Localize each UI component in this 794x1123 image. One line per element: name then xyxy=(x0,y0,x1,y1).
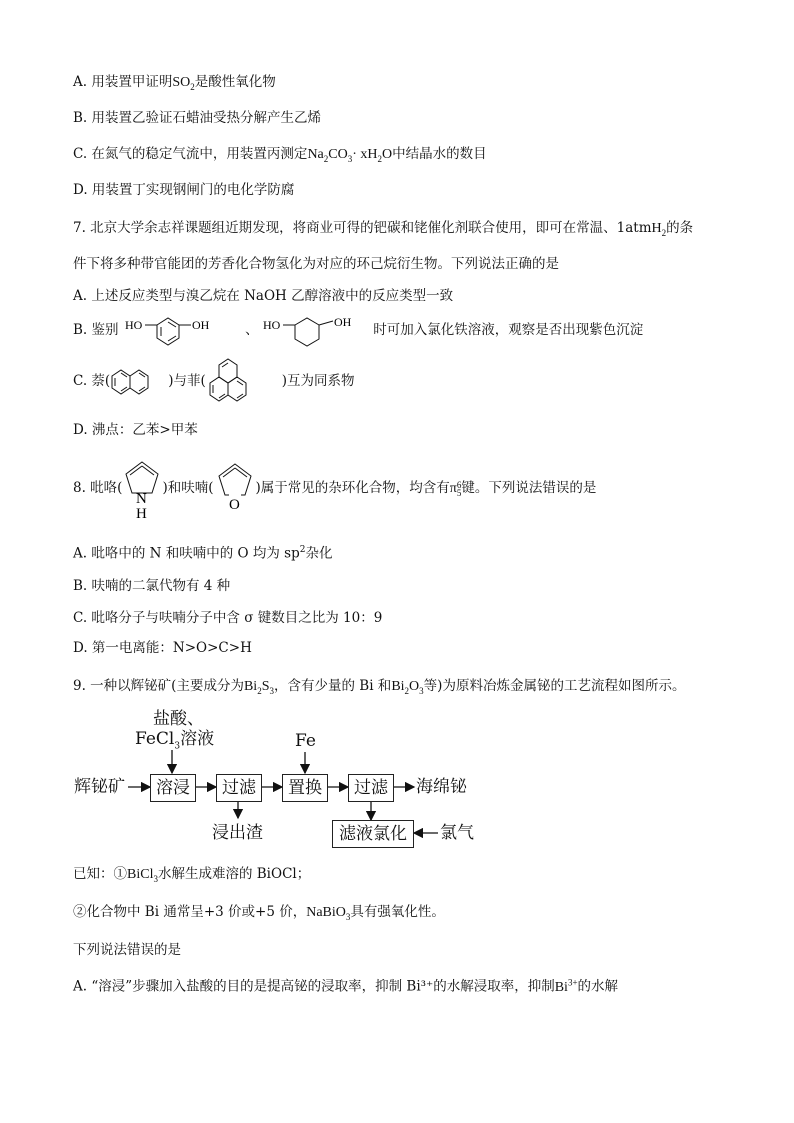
flow-reagent-hcl: 盐酸、 xyxy=(153,709,204,729)
cyclohexanediol-oh-label: OH xyxy=(333,314,352,329)
hydroquinone-oh-label: OH xyxy=(191,317,210,332)
flow-reagent-fecl3: FeCl$_3$溶液 xyxy=(135,729,215,752)
q8-option-d: D. 第一电离能：N>O>C>H xyxy=(73,640,252,656)
hydroquinone-ho-label: HO xyxy=(124,317,143,332)
flow-residue: 浸出渣 xyxy=(212,823,263,843)
furan-o-label: O xyxy=(228,496,240,513)
q8-option-a: A. 吡咯中的 N 和呋喃中的 O 均为 $sp^2$杂化 xyxy=(73,545,333,562)
q8-option-c: C. 吡咯分子与呋喃分子中含 σ 键数目之比为 10：9 xyxy=(73,610,383,626)
q6-option-d: D. 用装置丁实现钢闸门的电化学防腐 xyxy=(73,182,295,198)
pyrrole-h-label: H xyxy=(136,505,148,520)
flow-start-ore: 辉铋矿 xyxy=(74,777,125,797)
flow-gas-chlorine: 氯气 xyxy=(440,823,474,843)
cyclohexanediol-ho-label: HO xyxy=(262,317,281,332)
q9-ask: 下列说法错误的是 xyxy=(73,942,181,958)
flow-box-replacement: 置换 xyxy=(282,774,328,802)
flow-reagent-fe: Fe xyxy=(295,731,316,751)
q9-known-1: 已知：①BiCl$_3$水解生成难溶的 BiOCl； xyxy=(73,866,311,884)
q7-stem-line1: 7. 北京大学余志祥课题组近期发现，将商业可得的钯碳和铑催化剂联合使用，即可在常温、1atmH$_2$的条 xyxy=(73,220,694,238)
q8-option-b: B. 呋喃的二氯代物有 4 种 xyxy=(73,578,231,594)
q6-option-c: C. 在氮气的稳定气流中，用装置丙测定$Na_2CO_3\cdot xH_2O$中结晶水的数目 xyxy=(73,146,487,164)
flow-end-sponge-bismuth: 海绵铋 xyxy=(416,777,467,797)
q7-option-d: D. 沸点：乙苯>甲苯 xyxy=(73,422,198,438)
q7-option-b: B. 鉴别 HO OH 、 HO OH 时可加入氯化铁溶液，观察是否出现紫色沉淀 xyxy=(73,312,643,348)
flow-box-leaching: 溶浸 xyxy=(150,774,196,802)
q7-option-a: A. 上述反应类型与溴乙烷在 NaOH 乙醇溶液中的反应类型一致 xyxy=(73,288,454,304)
q7-option-c: C. 萘( )与菲( )互为同系物 xyxy=(73,356,355,406)
pi-bond-symbol: π6 5 xyxy=(449,479,462,498)
q9-stem: 9. 一种以辉铋矿(主要成分为$Bi_2S_3$，含有少量的 Bi 和$Bi_2O_3$等)为原料冶炼金属铋的工艺流程如图所示。 xyxy=(73,678,686,696)
q6-option-a: A. 用装置甲证明$SO_2$是酸性氧化物 xyxy=(73,74,276,92)
flow-box-filtrate-chlorination: 滤液氯化 xyxy=(332,820,414,848)
q9-option-a: A. “溶浸”步骤加入盐酸的目的是提高铋的浸取率，抑制 Bi³⁺的水解浸取率，抑制$Bi^{3+}$的水解 xyxy=(73,977,619,995)
pyrrole-n-label: N xyxy=(136,490,148,507)
flow-box-filter-1: 过滤 xyxy=(216,774,262,802)
q6-option-b: B. 用装置乙验证石蜡油受热分解产生乙烯 xyxy=(73,110,322,126)
q9-known-2: ②化合物中 Bi 通常呈+3 价或+5 价，NaBiO$_3$具有强氧化性。 xyxy=(73,904,445,922)
q7-stem-line2: 件下将多种带官能团的芳香化合物氢化为对应的环己烷衍生物。下列说法正确的是 xyxy=(73,256,559,272)
q8-stem: 8. 吡咯( N H )和呋喃( O )属于常见的杂环化合物，均含有π6 5键。下列说法错误的是 xyxy=(73,456,596,520)
flow-box-filter-2: 过滤 xyxy=(348,774,394,802)
